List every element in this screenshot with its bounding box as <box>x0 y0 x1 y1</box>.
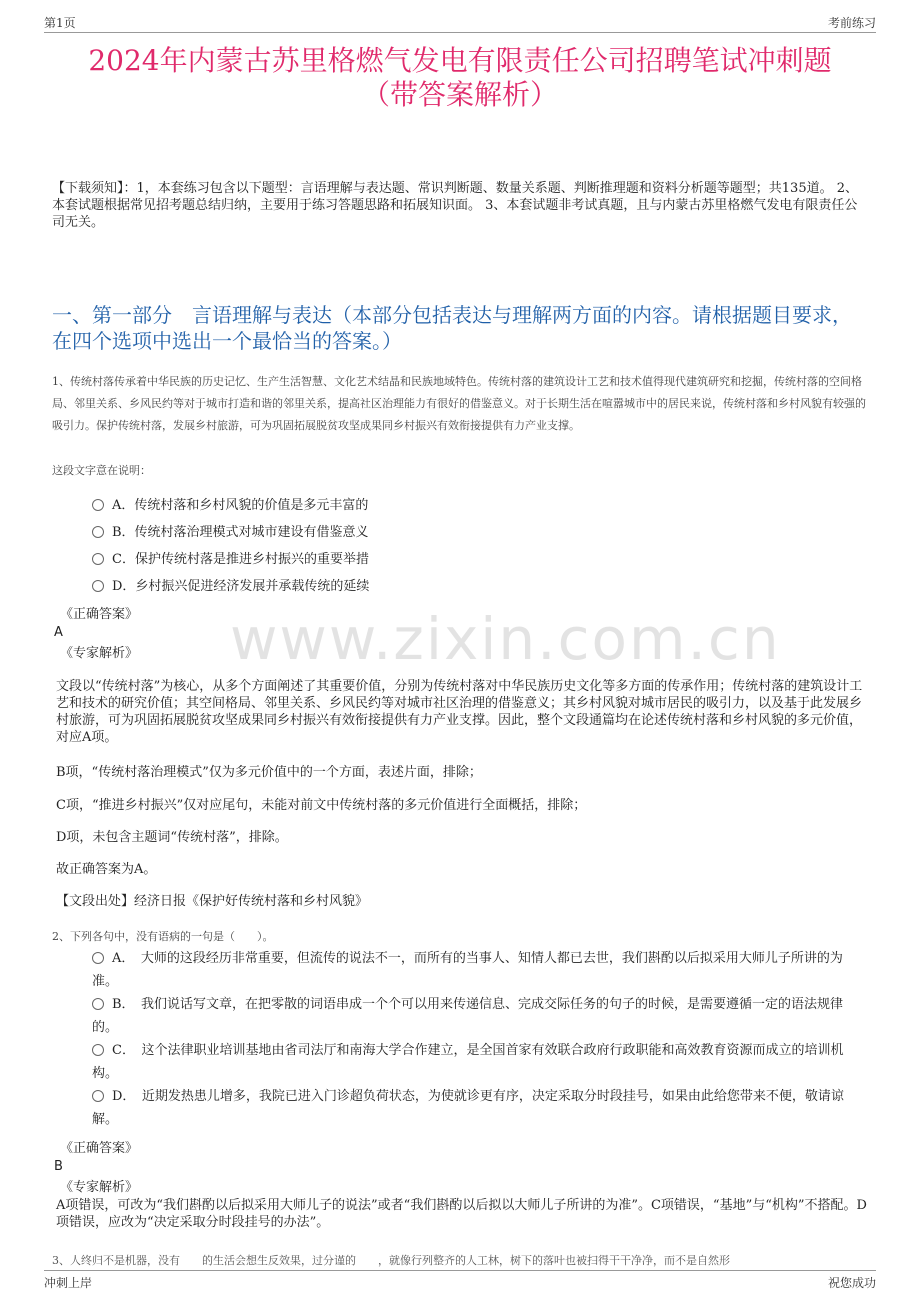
q1-answer: A <box>54 625 63 640</box>
q1-analysis-main: 文段以“传统村落”为核心，从多个方面阐述了其重要价值，分别为传统村落对中华民族历史文化等多方面的传承作用；传统村落的建筑设计工艺和技术的研究价值；其空间格局、邻里关系、乡风民约等对城市社区治理的借鉴意义；其乡村风貌对城市居民的吸引力，以及基于此发展乡村旅游，可为巩固拓展脱贫攻坚成果同乡村振兴有效衔接提供有力产业支撑。因此，整个文段通篇均在论述传统村落和乡村风貌的多元价值，对应A项。 <box>56 679 863 745</box>
document-title <box>44 44 876 112</box>
q1-option-c[interactable] <box>92 551 369 569</box>
radio-icon[interactable] <box>92 1090 104 1102</box>
q2-option-a-label: A． 大师的这段经历非常重要，但流传的说法不一，而所有的当事人、知情人都已去世，我们斟酌以后拟采用大师儿子所讲的为准。 <box>92 951 843 989</box>
radio-icon[interactable] <box>92 526 104 538</box>
page-header <box>44 12 876 33</box>
q2-option-b-label: B． 我们说话写文章，在把零散的词语串成一个个可以用来传递信息、完成交际任务的句子的时候，是需要遵循一定的语法规律的。 <box>92 997 844 1035</box>
radio-icon[interactable] <box>92 580 104 592</box>
q1-analysis-c: C项，“推进乡村振兴”仅对应尾句，未能对前文中传统村落的多元价值进行全面概括，排除； <box>56 798 587 813</box>
q1-option-a-label: A．传统村落和乡村风貌的价值是多元丰富的 <box>112 498 369 513</box>
q1-option-d[interactable] <box>92 578 369 596</box>
q2-option-c[interactable] <box>92 1039 860 1085</box>
page-footer <box>44 1270 876 1291</box>
q1-option-a[interactable] <box>92 497 368 515</box>
footer-right: 祝您成功 <box>827 1276 876 1290</box>
title-line-1: 2024年内蒙古苏里格燃气发电有限责任公司招聘笔试冲刺题 <box>88 44 832 77</box>
q2-analysis-label: 《专家解析》 <box>60 1180 139 1195</box>
q1-source: 【文段出处】经济日报《保护好传统村落和乡村风貌》 <box>56 894 369 909</box>
q2-option-d-label: D． 近期发热患儿增多，我院已进入门诊超负荷状态，为使就诊更有序，决定采取分时段挂号，如果由此给您带来不便，敬请谅解。 <box>92 1089 844 1127</box>
title-line-2: （带答案解析） <box>361 78 558 111</box>
radio-icon[interactable] <box>92 952 104 964</box>
q2-option-a[interactable] <box>92 947 860 993</box>
q2-analysis: A项错误，可改为“我们斟酌以后拟采用大师儿子的说法”或者“我们斟酌以后拟以大师儿子所讲的为准”。C项错误，“基地”与“机构”不搭配。D项错误，应改为“决定采取分时段挂号的办法”。 <box>56 1198 867 1230</box>
download-notice: 【下载须知】：1，本套练习包含以下题型：言语理解与表达题、常识判断题、数量关系题、判断推理题和资料分析题等题型；共135道。 2、本套试题根据常见招考题总结归纳，主要用于练习答题思路和拓展知识面。 3、本套试题非考试真题，且与内蒙古苏里格燃气发电有限责任公司无关。 <box>52 181 858 230</box>
q1-option-c-label: C．保护传统村落是推进乡村振兴的重要举措 <box>112 552 369 567</box>
q2-answer-label: 《正确答案》 <box>60 1141 139 1156</box>
radio-icon[interactable] <box>92 553 104 565</box>
footer-left: 冲刺上岸 <box>44 1276 93 1290</box>
question-3-clipped: 3、人终归不是机器，没有 的生活会想生反效果，过分谨的 ，就像行列整齐的人工林，树下的落叶也被扫得干干净净，而不是自然形 <box>52 1254 730 1267</box>
radio-icon[interactable] <box>92 499 104 511</box>
page-number: 第1页 <box>44 16 76 30</box>
question-1-text: 1、传统村落传承着中华民族的历史记忆、生产生活智慧、文化艺术结晶和民族地域特色。传统村落的建筑设计工艺和技术值得现代建筑研究和挖掘，传统村落的空间格局、邻里关系、乡风民约等对于城市打造和谐的邻里关系，提高社区治理能力有很好的借鉴意义。对于长期生活在喧嚣城市中的居民来说，传统村落和乡村风貌有较强的吸引力。保护传统村落，发展乡村旅游，可为巩固拓展脱贫攻坚成果同乡村振兴有效衔接提供有力产业支撑。 <box>52 375 866 432</box>
q2-option-c-label: C． 这个法律职业培训基地由省司法厅和南海大学合作建立，是全国首家有效联合政府行政职能和高效教育资源而成立的培训机构。 <box>92 1043 844 1081</box>
q1-option-d-label: D．乡村振兴促进经济发展并承载传统的延续 <box>112 579 370 594</box>
q1-option-b[interactable] <box>92 524 369 542</box>
q2-option-b[interactable] <box>92 993 860 1039</box>
q1-analysis-d: D项，未包含主题词“传统村落”，排除。 <box>56 830 288 845</box>
q1-analysis-b: B项，“传统村落治理模式”仅为多元价值中的一个方面，表述片面，排除； <box>56 765 482 780</box>
q1-analysis-label: 《专家解析》 <box>60 646 139 661</box>
q2-answer: B <box>54 1159 63 1174</box>
q1-answer-label: 《正确答案》 <box>60 607 139 622</box>
section-heading: 一、第一部分 言语理解与表达（本部分包括表达与理解两方面的内容。请根据题目要求，在四个选项中选出一个最恰当的答案。） <box>52 303 852 353</box>
question-2-text: 2、下列各句中，没有语病的一句是（ ）。 <box>52 930 274 943</box>
q1-option-b-label: B．传统村落治理模式对城市建设有借鉴意义 <box>112 525 369 540</box>
radio-icon[interactable] <box>92 998 104 1010</box>
q1-analysis-conclusion: 故正确答案为A。 <box>56 862 157 877</box>
question-1-prompt: 这段文字意在说明： <box>52 464 151 477</box>
q2-option-d[interactable] <box>92 1085 860 1131</box>
radio-icon[interactable] <box>92 1044 104 1056</box>
watermark: www.zixin.com.cn <box>230 605 781 673</box>
header-tag: 考前练习 <box>827 16 876 30</box>
